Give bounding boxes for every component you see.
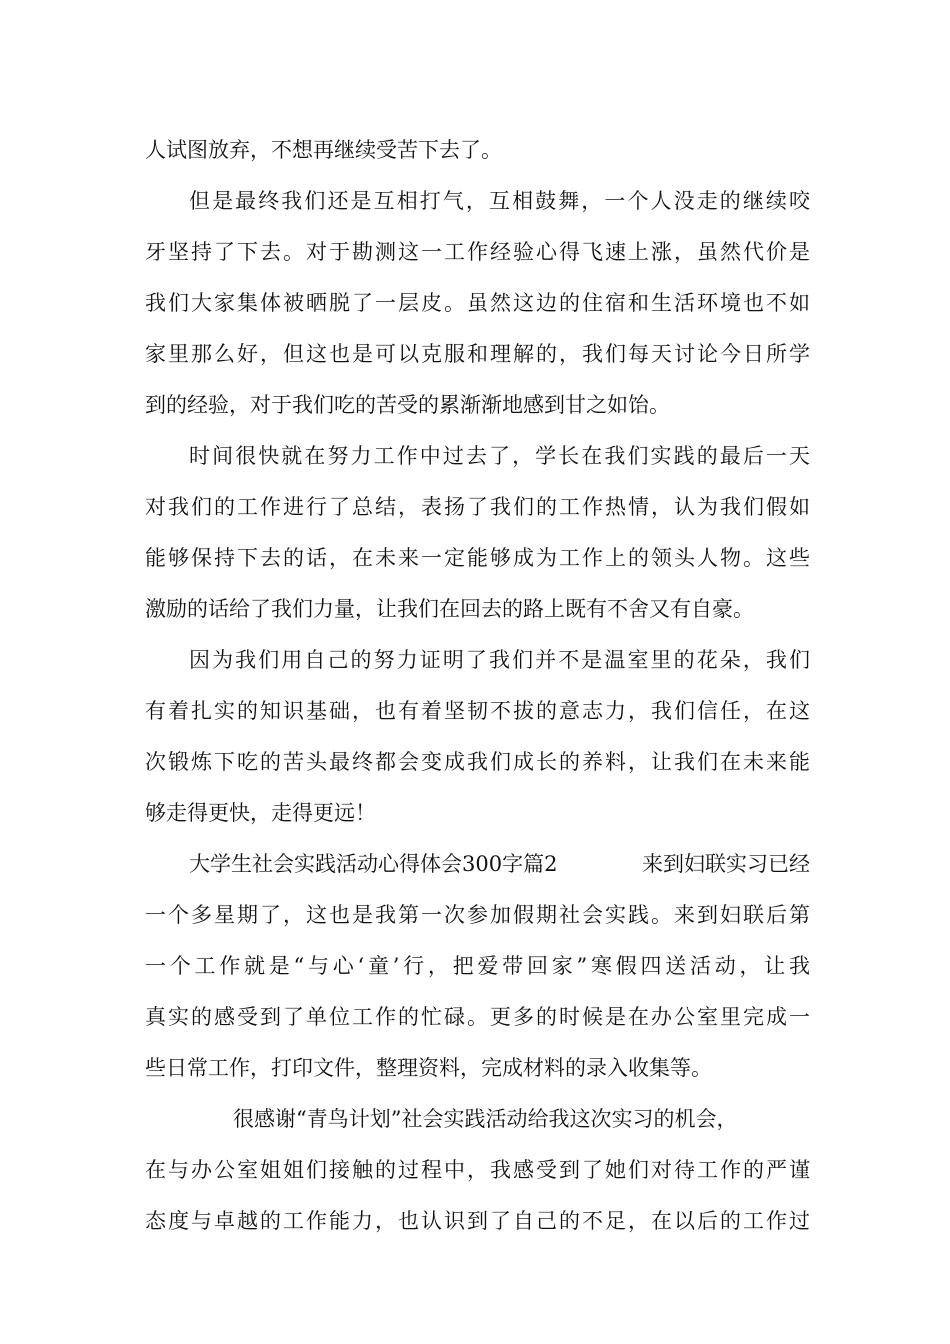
document-body [145, 125, 810, 1247]
paragraph-line: 因为我们用自己的努力证明了我们并不是温室里的花朵，我们 [189, 648, 810, 672]
paragraph-line: 牙坚持了下去。对于勘测这一工作经验心得飞速上涨，虽然代价是 [145, 240, 810, 264]
paragraph-line: 些日常工作，打印文件，整理资料，完成材料的录入收集等。 [145, 1056, 712, 1080]
paragraph-line: 但是最终我们还是互相打气，互相鼓舞，一个人没走的继续咬 [189, 189, 810, 213]
paragraph-start: 来到妇联实习已经 [642, 852, 810, 876]
paragraph-line: 我们大家集体被晒脱了一层皮。虽然这边的住宿和生活环境也不如 [145, 291, 810, 315]
paragraph-line: 很感谢“青鸟计划”社会实践活动给我这次实习的机会， [233, 1107, 738, 1131]
paragraph-line: 激励的话给了我们力量，让我们在回去的路上既有不舍又有自豪。 [145, 597, 754, 621]
paragraph-line: 够走得更快，走得更远！ [145, 801, 376, 825]
paragraph-line: 家里那么好，但这也是可以克服和理解的，我们每天讨论今日所学 [145, 342, 810, 366]
paragraph-line: 到的经验，对于我们吃的苦受的累渐渐地感到甘之如饴。 [145, 393, 670, 417]
paragraph-line: 态度与卓越的工作能力，也认识到了自己的不足，在以后的工作过 [145, 1209, 810, 1233]
paragraph-line: 在与办公室姐姐们接触的过程中，我感受到了她们对待工作的严谨 [145, 1158, 810, 1182]
paragraph-line: 次锻炼下吃的苦头最终都会变成我们成长的养料，让我们在未来能 [145, 750, 810, 774]
paragraph-line: 人试图放弃，不想再继续受苦下去了。 [145, 138, 502, 162]
paragraph-line: 对我们的工作进行了总结，表扬了我们的工作热情，认为我们假如 [145, 495, 810, 519]
paragraph-line: 时间很快就在努力工作中过去了，学长在我们实践的最后一天 [189, 444, 810, 468]
section-heading-line [145, 839, 810, 890]
paragraph-line: 有着扎实的知识基础，也有着坚韧不拔的意志力，我们信任，在这 [145, 699, 810, 723]
paragraph-line: 一个工作就是“与心‘童’行，把爱带回家”寒假四送活动，让我 [145, 954, 810, 978]
section-heading: 大学生社会实践活动心得体会300字篇2 [189, 852, 558, 876]
paragraph-line: 真实的感受到了单位工作的忙碌。更多的时候是在办公室里完成一 [145, 1005, 810, 1029]
paragraph-line: 能够保持下去的话，在未来一定能够成为工作上的领头人物。这些 [145, 546, 810, 570]
paragraph-line: 一个多星期了，这也是我第一次参加假期社会实践。来到妇联后第 [145, 903, 810, 927]
